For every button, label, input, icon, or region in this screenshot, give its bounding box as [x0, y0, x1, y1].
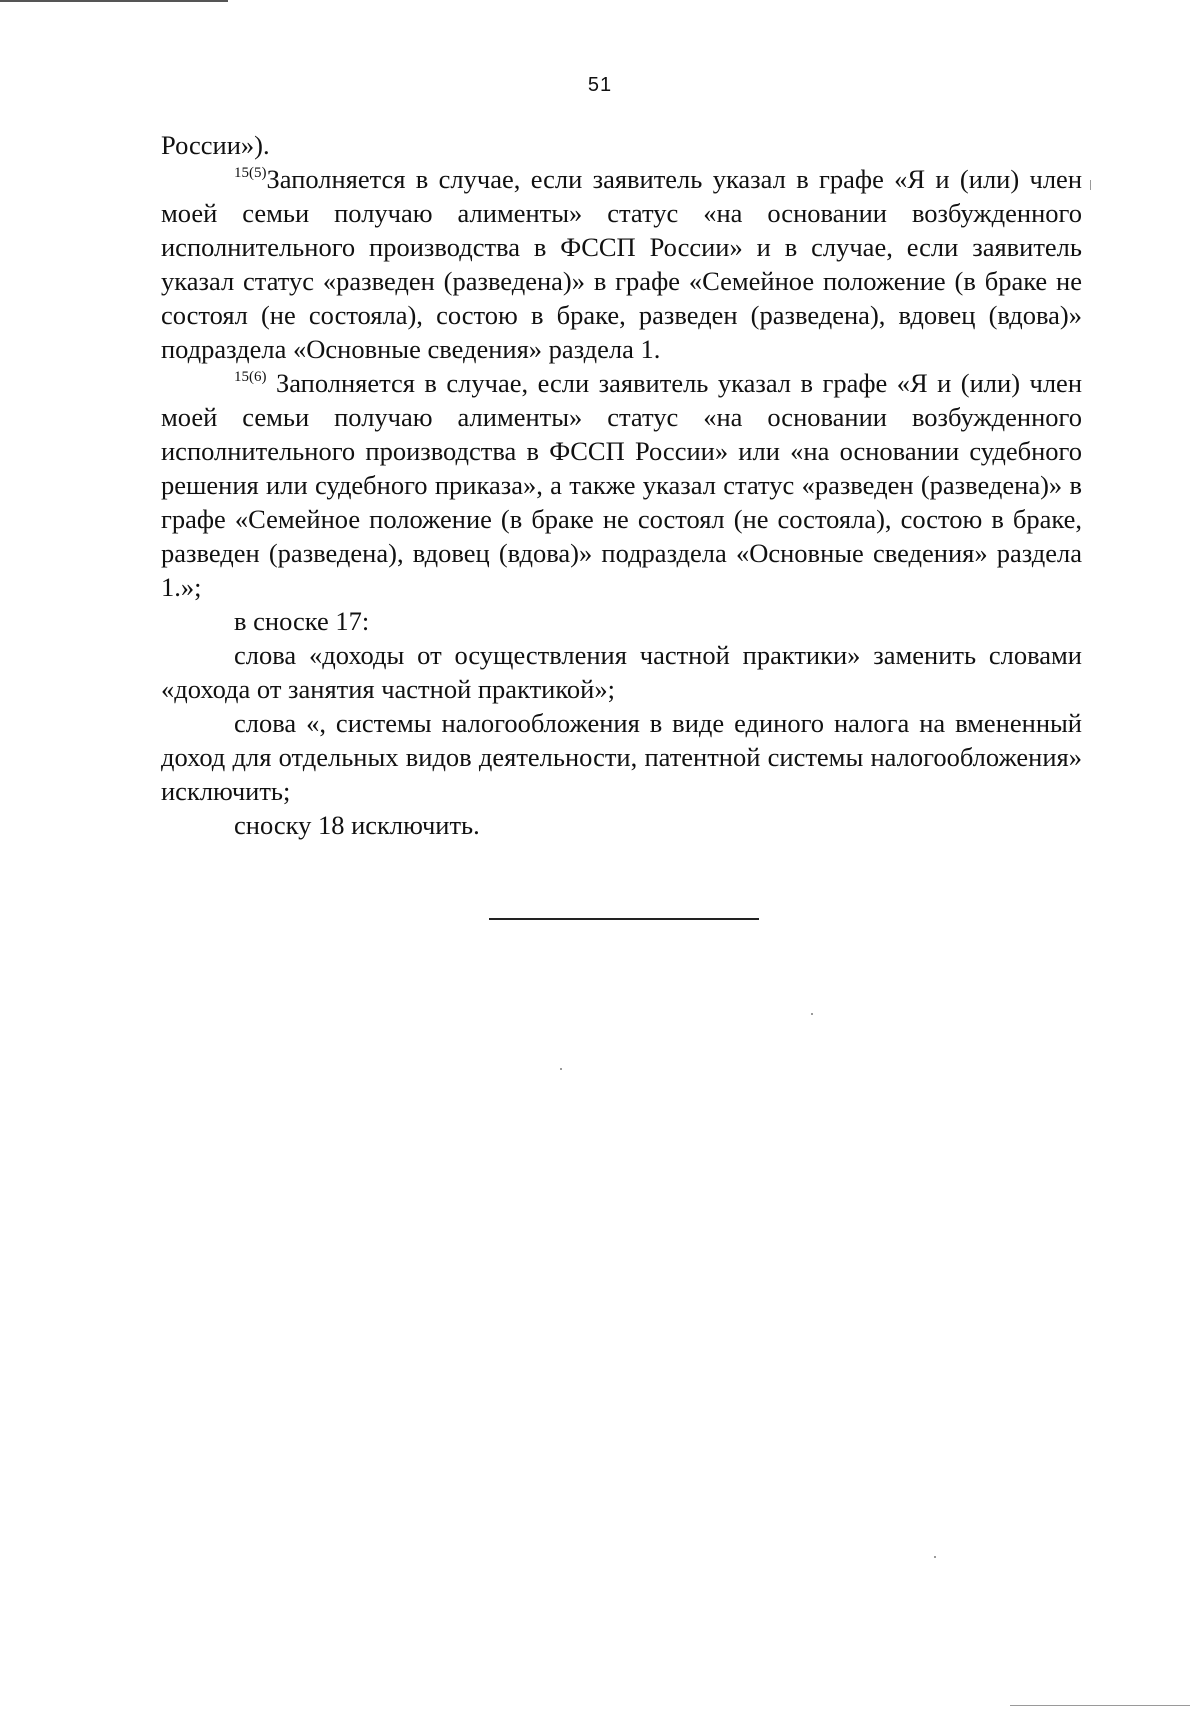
paragraph-text: слова «, системы налогообложения в виде единого налога на вмененный доход для отдельных видов деятельности, патентной системы налогообложения» исключить;: [161, 708, 1082, 806]
footnote-15-6: [161, 366, 1082, 604]
footnote-15-5: [161, 162, 1082, 366]
document-body: [161, 128, 1082, 842]
paragraph-exclude-words: [161, 706, 1082, 808]
scan-speck: [934, 1556, 936, 1558]
paragraph-exclude-footnote-18: [161, 808, 1082, 842]
page-number: 51: [587, 74, 613, 96]
footnote-marker: 15(5): [234, 165, 267, 181]
scan-speck: [1090, 180, 1091, 190]
paragraph-text: в сноске 17:: [234, 606, 370, 636]
scan-speck: [811, 1013, 813, 1015]
paragraph-text: Заполняется в случае, если заявитель указал в графе «Я и (или) член моей семьи получаю алименты» статус «на основании возбужденного исполнительного производства в ФССП России» или «на основании судебного решения или судебного приказа», а также указал статус «разведен (разведена)» в графе «Семейное положение (в браке не состоял (не состояла), состою в браке, разведен (разведена), вдовец (вдова)» подраздела «Основные сведения» раздела 1.»;: [161, 368, 1082, 602]
scan-speck: [560, 1068, 562, 1070]
footnote-marker: 15(6): [234, 369, 267, 385]
paragraph-text: слова «доходы от осуществления частной практики» заменить словами «дохода от занятия частной практикой»;: [161, 640, 1082, 704]
paragraph-replace-words: [161, 638, 1082, 706]
paragraph-text: сноску 18 исключить.: [234, 810, 480, 840]
scan-speck: [1010, 1705, 1190, 1706]
paragraph-continuation: [161, 128, 1082, 162]
paragraph-text: России»).: [161, 130, 270, 160]
scan-edge-top: [0, 0, 228, 2]
closing-divider: [489, 918, 759, 920]
paragraph-text: Заполняется в случае, если заявитель указал в графе «Я и (или) член моей семьи получаю алименты» статус «на основании возбужденного исполнительного производства в ФССП России» и в случае, если заявитель указал статус «разведен (разведена)» в графе «Семейное положение (в браке не состоял (не состояла), состою в браке, разведен (разведена), вдовец (вдова)» подраздела «Основные сведения» раздела 1.: [161, 164, 1082, 364]
paragraph-footnote-17: [161, 604, 1082, 638]
